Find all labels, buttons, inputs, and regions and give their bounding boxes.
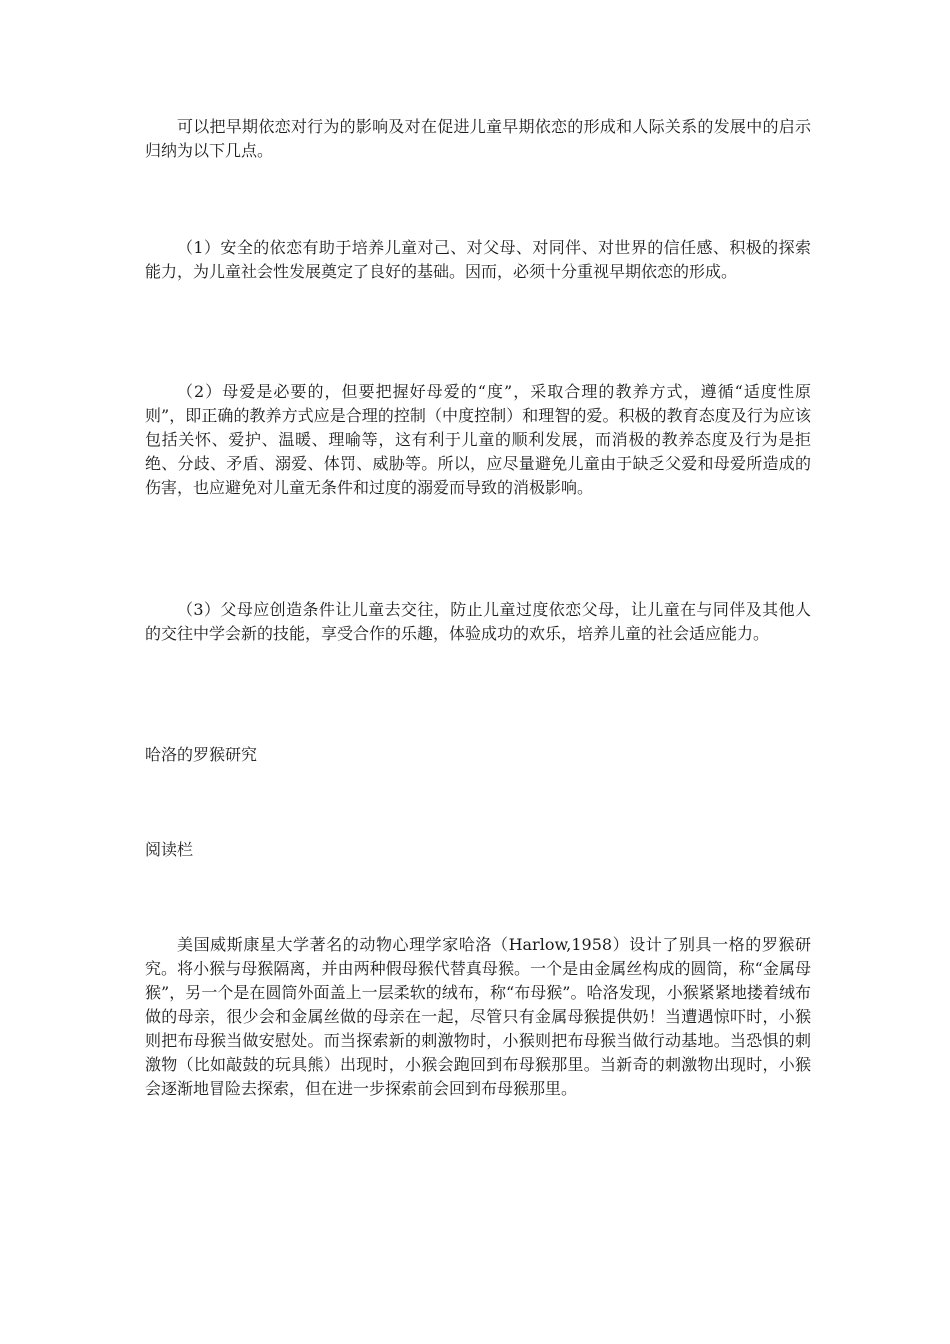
section-title: 哈洛的罗猴研究	[145, 745, 258, 764]
point-2-paragraph: （2）母爱是必要的，但要把握好母爱的“度”，采取合理的教养方式，遵循“适度性原则”，即正确的教养方式应是合理的控制（中度控制）和理智的爱。积极的教育态度及行为应该包括关怀、爱护、温暖、理喻等，这有利于儿童的顺利发展，而消极的教养态度及行为是拒绝、分歧、矛盾、溺爱、体罚、威胁等。所以，应尽量避免儿童由于缺乏父爱和母爱所造成的伤害，也应避免对儿童无条件和过度的溺爱而导致的消极影响。	[145, 382, 811, 497]
intro-paragraph: 可以把早期依恋对行为的影响及对在促进儿童早期依恋的形成和人际关系的发展中的启示归纳为以下几点。	[145, 117, 811, 160]
reading-column-label: 阅读栏	[145, 840, 194, 859]
point-1-paragraph: （1）安全的依恋有助于培养儿童对己、对父母、对同伴、对世界的信任感、积极的探索能力，为儿童社会性发展奠定了良好的基础。因而，必须十分重视早期依恋的形成。	[145, 238, 811, 281]
harlow-study-paragraph: 美国威斯康星大学著名的动物心理学家哈洛（Harlow,1958）设计了别具一格的罗猴研究。将小猴与母猴隔离，并由两种假母猴代替真母猴。一个是由金属丝构成的圆筒，称“金属母猴”，另一个是在圆筒外面盖上一层柔软的绒布，称“布母猴”。哈洛发现，小猴紧紧地搂着绒布做的母亲，很少会和金属丝做的母亲在一起，尽管只有金属母猴提供奶！当遭遇惊吓时，小猴则把布母猴当做安慰处。而当探索新的刺激物时，小猴则把布母猴当做行动基地。当恐惧的刺激物（比如敲鼓的玩具熊）出现时，小猴会跑回到布母猴那里。当新奇的刺激物出现时，小猴会逐渐地冒险去探索，但在进一步探索前会回到布母猴那里。	[145, 935, 811, 1098]
point-3-paragraph: （3）父母应创造条件让儿童去交往，防止儿童过度依恋父母，让儿童在与同伴及其他人的交往中学会新的技能，享受合作的乐趣，体验成功的欢乐，培养儿童的社会适应能力。	[145, 600, 811, 643]
